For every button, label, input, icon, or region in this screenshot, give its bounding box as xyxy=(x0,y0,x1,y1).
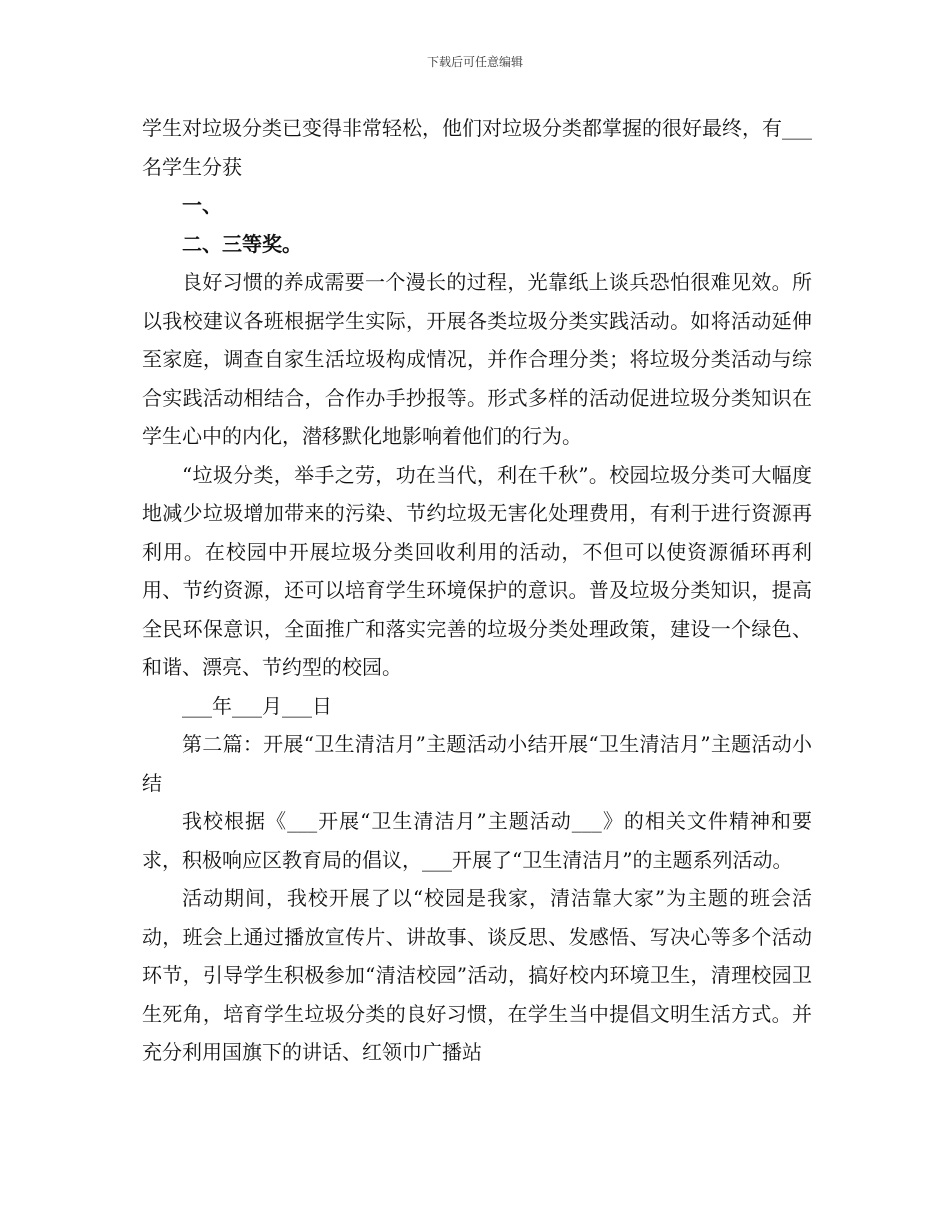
paragraph-activity-period: 活动期间，我校开展了以“校园是我家，清洁靠大家”为主题的班会活动，班会上通过播放宣传片、讲故事、谈反思、发感悟、写决心等多个活动环节，引导学生积极参加“清洁校园”活动，搞好校内环境卫生，清理校园卫生死角，培育学生垃圾分类的良好习惯，在学生当中提倡文明生活方式。并充分利用国旗下的讲话、红领巾广播站 xyxy=(142,886,812,1064)
paragraph-school-response: 我校根据《___开展“卫生清洁月”主题活动___》的相关文件精神和要求，积极响应区教育局的倡议，___开展了“卫生清洁月”的主题系列活动。 xyxy=(142,809,812,872)
document-body xyxy=(142,109,812,1072)
section-title-part-two: 第二篇：开展“卫生清洁月”主题活动小结开展“卫生清洁月”主题活动小结 xyxy=(142,732,812,795)
paragraph-second-third-prize: 二、三等奖。 xyxy=(182,231,302,256)
paragraph-sorting-benefits: “垃圾分类，举手之劳，功在当代，利在千秋”。校园垃圾分类可大幅度地减少垃圾增加带来的污染、节约垃圾无害化处理费用，有利于进行资源再利用。在校园中开展垃圾分类回收利用的活动，不但可以使资源循环再利用、节约资源，还可以培育学生环境保护的意识。普及垃圾分类知识，提高全民环保意识，全面推广和落实完善的垃圾分类处理政策，建设一个绿色、和谐、漂亮、节约型的校园。 xyxy=(142,462,812,679)
paragraph-award-intro: 学生对垃圾分类已变得非常轻松，他们对垃圾分类都掌握的很好最终，有___名学生分获 xyxy=(142,116,812,179)
paragraph-good-habits: 良好习惯的养成需要一个漫长的过程，光靠纸上谈兵恐怕很难见效。所以我校建议各班根据学生实际，开展各类垃圾分类实践活动。如将活动延伸至家庭，调查自家生活垃圾构成情况，并作合理分类；将垃圾分类活动与综合实践活动相结合，合作办手抄报等。形式多样的活动促进垃圾分类知识在学生心中的内化，潜移默化地影响着他们的行为。 xyxy=(142,270,812,448)
date-line: ___年___月___日 xyxy=(182,693,332,718)
page-header: 下载后可任意编辑 xyxy=(426,55,523,69)
paragraph-first-prize: 一、 xyxy=(182,193,222,217)
